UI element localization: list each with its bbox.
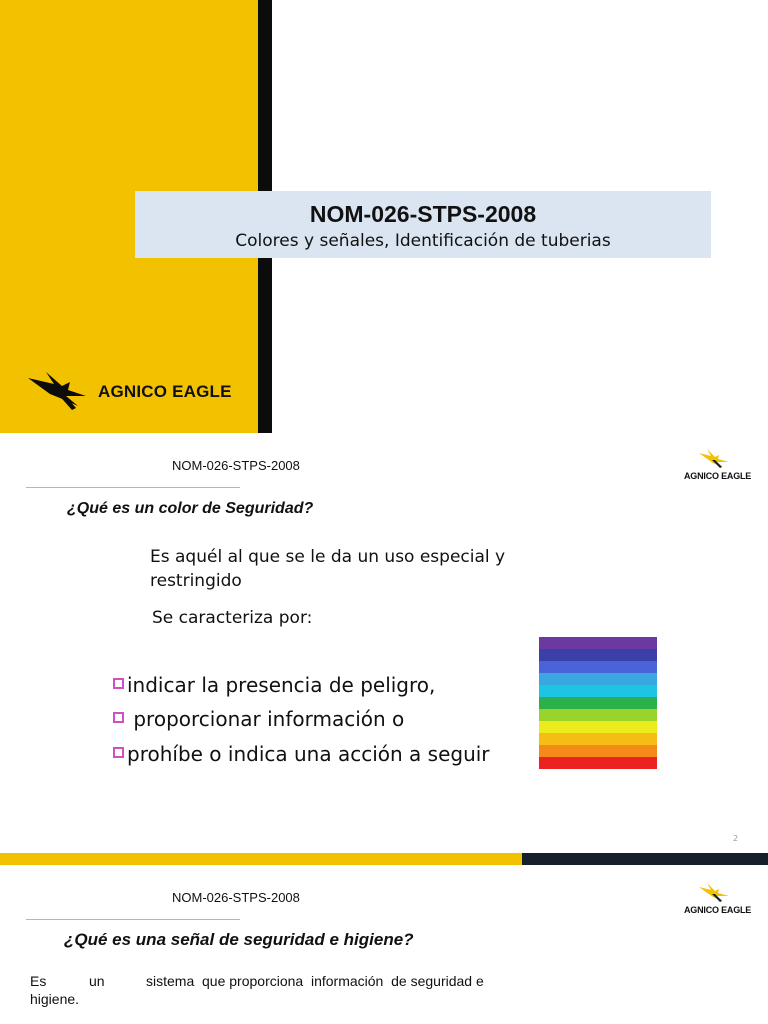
bullet-text: proporcionar información o	[127, 707, 405, 731]
characterized-text: Se caracteriza por:	[152, 608, 313, 628]
spectrum-stripe	[539, 685, 657, 697]
logo-wordmark: AGNICO EAGLE	[684, 905, 752, 915]
color-spectrum-image	[539, 637, 657, 769]
spectrum-stripe	[539, 649, 657, 661]
title-box	[135, 191, 711, 258]
header-divider	[26, 919, 240, 920]
navy-band	[522, 853, 768, 865]
checkbox-bullet-icon	[113, 678, 124, 689]
title-slide	[0, 0, 768, 433]
spectrum-stripe	[539, 697, 657, 709]
spectrum-stripe	[539, 637, 657, 649]
logo-wordmark: AGNICO EAGLE	[684, 471, 752, 481]
spectrum-stripe	[539, 733, 657, 745]
slide-header: NOM-026-STPS-2008	[172, 890, 300, 905]
slide-header: NOM-026-STPS-2008	[172, 458, 300, 473]
eagle-logo-icon	[697, 881, 731, 903]
color-definition-slide	[0, 433, 768, 865]
checkbox-bullet-icon	[113, 747, 124, 758]
body-text: sistema que proporciona información de seguridad e	[146, 973, 484, 989]
eagle-logo-icon	[26, 366, 92, 412]
header-divider	[26, 487, 240, 488]
body-word: un	[89, 973, 105, 989]
bullet-item	[113, 742, 490, 766]
spectrum-stripe	[539, 757, 657, 769]
checkbox-bullet-icon	[113, 712, 124, 723]
page-number: 2	[733, 834, 739, 843]
bullet-item	[113, 673, 435, 697]
question-heading: ¿Qué es un color de Seguridad?	[67, 500, 314, 517]
question-heading: ¿Qué es una señal de seguridad e higiene?	[64, 930, 414, 949]
spectrum-stripe	[539, 661, 657, 673]
eagle-logo-icon	[697, 447, 731, 469]
bullet-text: indicar la presencia de peligro,	[127, 673, 436, 697]
yellow-band	[0, 853, 522, 865]
spectrum-stripe	[539, 673, 657, 685]
bullet-text: prohíbe o indica una acción a seguir	[127, 742, 490, 766]
spectrum-stripe	[539, 709, 657, 721]
body-word: Es	[30, 973, 47, 989]
slide-subtitle: Colores y señales, Identificación de tuberias	[235, 231, 611, 251]
spectrum-stripe	[539, 745, 657, 757]
spectrum-stripe	[539, 721, 657, 733]
slide-title: NOM-026-STPS-2008	[309, 201, 537, 227]
bullet-item	[113, 707, 404, 731]
signal-definition-slide	[0, 865, 768, 1024]
body-text: higiene.	[30, 991, 80, 1007]
definition-text: Es aquél al que se le da un uso especial y restringido	[150, 547, 506, 591]
logo-wordmark: AGNICO EAGLE	[98, 382, 232, 401]
